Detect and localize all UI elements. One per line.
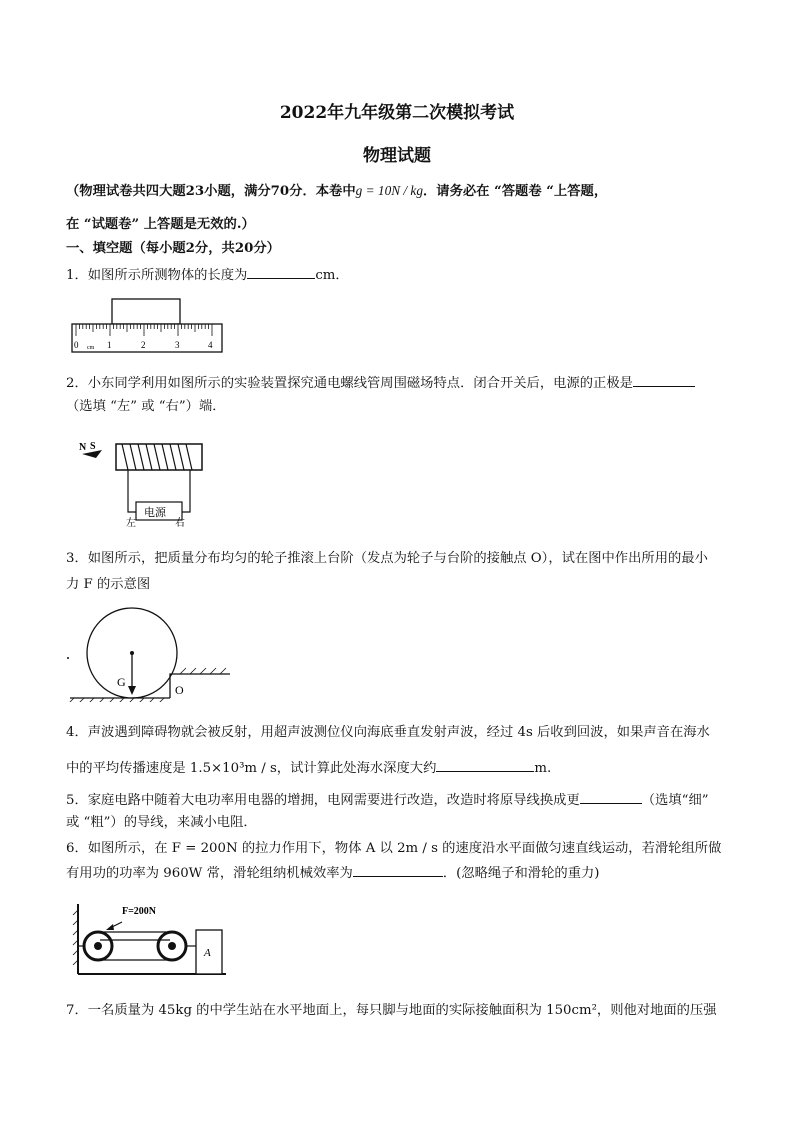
- ruler-label-3: 3: [175, 340, 180, 350]
- step-hatching: [180, 668, 226, 674]
- force-label: F=200N: [122, 906, 157, 917]
- ruler-label-2: 2: [141, 340, 146, 350]
- q2-answer-blank[interactable]: [633, 372, 695, 387]
- ruler-label-4: 4: [208, 340, 213, 350]
- question-6-line2: [66, 862, 599, 885]
- compass-s-label: S: [90, 441, 96, 452]
- fixed-pulley-axle: [94, 942, 102, 950]
- q6-text: 有用功的功率为 960W 常，滑轮组纳机械效率为: [66, 866, 353, 881]
- ruler-label-1: 1: [107, 340, 112, 350]
- block-a-label: A: [204, 947, 211, 959]
- pulley-figure: [70, 900, 230, 980]
- q4-answer-blank[interactable]: [436, 757, 534, 772]
- speck: [67, 657, 69, 659]
- gravity-label: G: [117, 675, 126, 689]
- question-3-line1: 3．如图所示，把质量分布均匀的轮子推滚上台阶（发点为轮子与台阶的接触点 O），试在图中作出所用的最小: [66, 551, 708, 566]
- section-heading: 一、填空题（每小题2分，共20分）: [66, 241, 280, 256]
- question-2-line1: [66, 372, 695, 395]
- exam-note-line1: [66, 180, 607, 203]
- contact-point-label: O: [175, 683, 184, 697]
- ruler-label-0: 0: [74, 340, 79, 350]
- compass-n-label: N: [79, 442, 87, 453]
- right-terminal-label: 右: [175, 518, 185, 528]
- q1-unit: cm．: [315, 268, 349, 283]
- measured-object: [112, 299, 180, 324]
- exam-subtitle: 物理试题: [363, 146, 431, 166]
- power-source-label: 电源: [144, 507, 166, 519]
- q5-text: 5．家庭电路中随着大电功率用电器的增拥，电网需要进行改造，改造时将原导线换成更: [66, 793, 580, 808]
- ruler-label-cm: cm: [87, 345, 95, 351]
- question-7-line1: 7．一名质量为 45kg 的中学生站在水平地面上，每只脚与地面的实际接触面积为 150cm²，则他对地面的压强: [66, 1003, 717, 1018]
- q6-note: ．(忽略绳子和滑轮的重力): [442, 866, 600, 881]
- exam-note-line2: 在 “试题卷” 上答题是无效的.）: [66, 217, 255, 232]
- q4-unit: m.: [534, 761, 552, 776]
- left-terminal-label: 左: [126, 518, 136, 528]
- question-4-line2: [66, 757, 551, 780]
- question-6-line1: 6．如图所示，在 F = 200N 的拉力作用下，物体 A 以 2m / s 的速度沿水平面做匀速直线运动，若滑轮组所做: [66, 841, 722, 856]
- wheel-center: [130, 651, 134, 655]
- wire-right: [182, 470, 190, 512]
- q1-answer-blank[interactable]: [247, 264, 315, 279]
- ruler-figure: [70, 296, 226, 358]
- q1-text: 1．如图所示所测物体的长度为: [66, 268, 248, 283]
- question-3-line2: 力 F 的示意图: [66, 577, 151, 592]
- force-arrowhead: [106, 924, 114, 930]
- question-5-line2: 或 “粗”）的导线，来减小电阻．: [66, 815, 257, 830]
- wire-left: [128, 470, 136, 512]
- exam-title: 2022年九年级第二次模拟考试: [279, 103, 515, 123]
- moving-pulley-axle: [168, 942, 176, 950]
- q5-answer-blank[interactable]: [580, 789, 642, 804]
- wheel-step-figure: [62, 606, 232, 702]
- q4-text: 中的平均传播速度是 1.5×10³m / s，试计算此处海水深度大约: [66, 761, 437, 776]
- q6-answer-blank[interactable]: [353, 862, 443, 877]
- question-1: [66, 264, 349, 287]
- gravity-arrowhead: [128, 686, 136, 695]
- q2-text: 2．小东同学利用如图所示的实验装置探究通电螺线管周围磁场特点．闭合开关后，电源的正极是: [66, 376, 633, 391]
- note-text: （物理试卷共四大题23小题，满分70分．本卷中: [66, 184, 356, 199]
- solenoid-figure: [76, 436, 216, 528]
- note-text-end: ．请务必在 “答题卷 “上答题，: [423, 184, 608, 199]
- question-5-line1: [66, 789, 709, 812]
- question-4-line1: 4．声波遇到障碍物就会被反射，用超声波测位仪向海底垂直发射声波，经过 4s 后收到回波，如果声音在海水: [66, 725, 710, 740]
- question-2-line2: （选填 “左” 或 “右”）端．: [66, 399, 226, 414]
- q5-choice: （选填“细”: [641, 793, 709, 808]
- note-g-value: g = 10N / kg: [355, 183, 423, 198]
